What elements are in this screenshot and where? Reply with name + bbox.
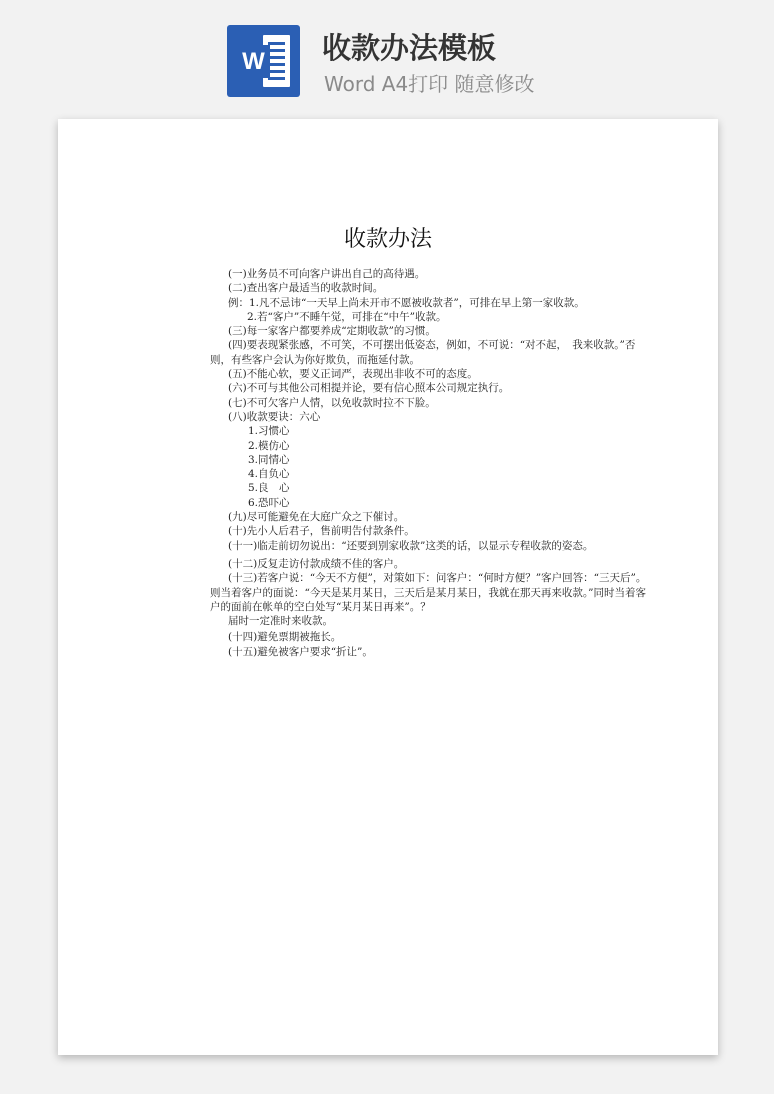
list-item-heart-1: 1.习惯心 bbox=[248, 425, 290, 438]
paragraph-1: (一)业务员不可向客户讲出自己的高待遇。 bbox=[228, 268, 426, 280]
header-banner bbox=[0, 0, 774, 118]
paragraph-4: (四)要表现紧张感，不可笑，不可摆出低姿态，例如，不可说：“对不起， 我来收款。”否则，有些客户会认为你好欺负，而拖延付款。 bbox=[210, 339, 636, 366]
document-body bbox=[210, 267, 655, 659]
paragraph-example-2: 2.若“客户”不睡午觉，可排在“中午”收款。 bbox=[247, 310, 447, 323]
paragraph-example-1: 例：1.凡不忌讳“一天早上尚未开市不愿被收款者”，可排在早上第一家收款。 bbox=[228, 296, 585, 309]
paragraph-13: (十三)若客户说：“今天不方便”，对策如下：问客户：“何时方便？”客户回答：“三天后”。则当着客户的面说：“今天是某月某日，三天后是某月某日，我就在那天再来收款。”同时当着客户的面前在帐单的空白处写“某月某日再来”。？ bbox=[210, 572, 647, 613]
list-item-heart-2: 2.模仿心 bbox=[248, 439, 290, 452]
paragraph-13-continued: 届时一定准时来收款。 bbox=[228, 615, 333, 628]
paragraph-6: (六)不可与其他公司相提并论，要有信心照本公司规定执行。 bbox=[228, 382, 510, 395]
paragraph-14: (十四)避免票期被拖长。 bbox=[228, 631, 342, 644]
list-item-heart-4: 4.自负心 bbox=[248, 468, 290, 481]
paragraph-10: (十)先小人后君子，售前明告付款条件。 bbox=[228, 525, 415, 538]
document-page bbox=[58, 119, 718, 1055]
banner-title: 收款办法模板 bbox=[322, 31, 497, 65]
document-title: 收款办法 bbox=[343, 227, 432, 252]
paragraph-9: (九)尽可能避免在大庭广众之下催讨。 bbox=[228, 511, 405, 524]
word-icon-letter: W bbox=[237, 45, 270, 78]
word-icon bbox=[227, 25, 300, 97]
list-item-heart-5: 5.良 心 bbox=[248, 482, 290, 495]
list-item-heart-6: 6.恐吓心 bbox=[248, 496, 290, 509]
paragraph-15: (十五)避免被客户要求“折让”。 bbox=[228, 645, 373, 658]
paragraph-3: (三)每一家客户都要养成“定期收款”的习惯。 bbox=[228, 325, 436, 338]
banner-subtitle: Word A4打印 随意修改 bbox=[324, 72, 535, 96]
paragraph-12: (十二)反复走访付款成绩不佳的客户。 bbox=[228, 557, 405, 570]
paragraph-8: (八)收款要诀：六心 bbox=[228, 410, 321, 423]
paragraph-2: (二)查出客户最适当的收款时间。 bbox=[228, 282, 384, 295]
paragraph-11: (十一)临走前切勿说出：“还要到别家收款”这类的话，以显示专程收款的姿态。 bbox=[228, 539, 594, 552]
list-item-heart-3: 3.同情心 bbox=[248, 453, 290, 466]
paragraph-5: (五)不能心软，要义正词严，表现出非收不可的态度。 bbox=[228, 368, 478, 381]
paragraph-7: (七)不可欠客户人情，以免收款时拉不下脸。 bbox=[228, 396, 436, 409]
